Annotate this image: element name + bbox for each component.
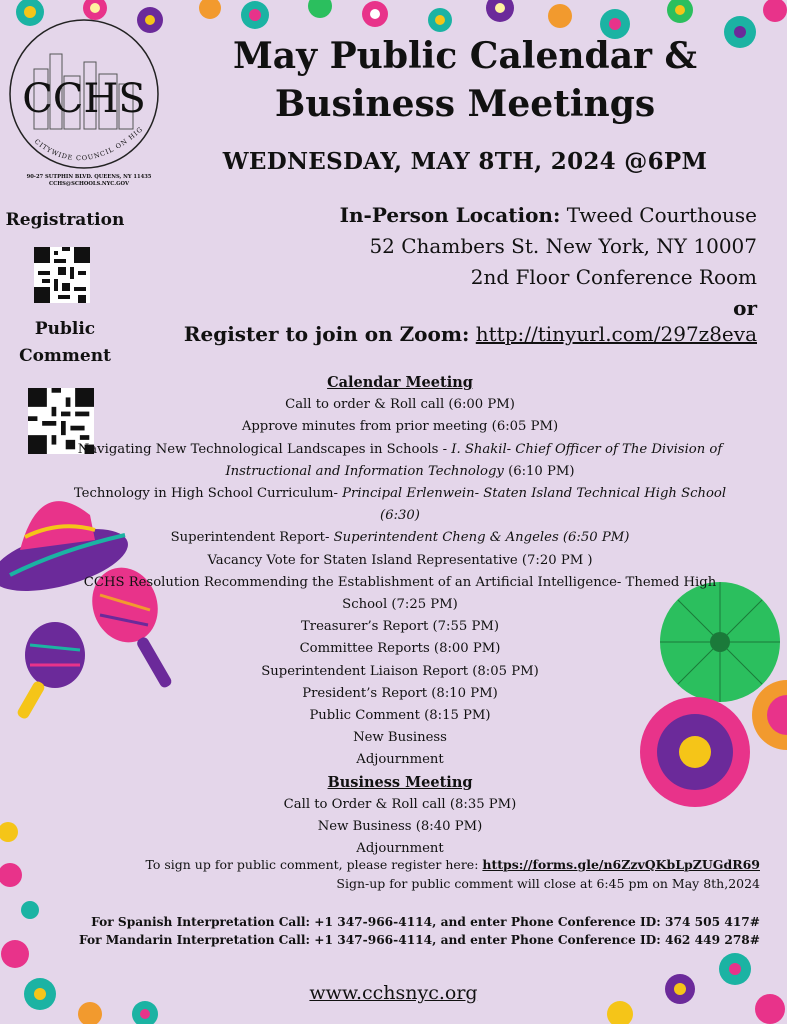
agenda-item: CCHS Resolution Recommending the Establishment of an Artificial Intelligence- Themed High — [83, 574, 717, 590]
location-block — [197, 200, 757, 324]
agenda-item: New Business (8:40 PM) — [317, 819, 483, 835]
agenda-item: Vacancy Vote for Staten Island Representative (7:20 PM ) — [207, 552, 593, 568]
signup-block — [90, 855, 760, 893]
cchs-logo — [4, 14, 164, 179]
agenda-item: Adjournment — [356, 841, 444, 857]
registration-qr[interactable] — [34, 247, 90, 303]
website-link[interactable]: www.cchsnyc.org — [309, 982, 478, 1004]
agenda-item-text: Navigating New Technological Landscapes in Schools - — [77, 441, 452, 457]
agenda-item-speaker: Instructional and Information Technology — [225, 463, 504, 479]
spanish-interpretation: For Spanish Interpretation Call: +1 347-966-4114, and enter Phone Conference ID: 374 505 417# — [91, 915, 760, 929]
public-label: Public — [34, 319, 96, 339]
agenda-item-speaker: I. Shakil- Chief Officer of The Division of — [451, 441, 723, 457]
agenda-item: Approve minutes from prior meeting (6:05 PM) — [241, 419, 559, 435]
signup-line-1 — [90, 855, 760, 874]
page-title — [150, 32, 780, 128]
flower-icon — [0, 820, 40, 920]
signup-link[interactable]: https://forms.gle/n6ZzvQKbLpZUGdR69 — [482, 857, 760, 872]
location-address: 52 Chambers St. New York, NY 10007 — [369, 234, 757, 258]
zoom-label: Register to join on Zoom: — [183, 322, 470, 346]
agenda-item-speaker: Principal Erlenwein- Staten Island Technical High School (6:30) — [342, 486, 727, 524]
agenda-item-text: Superintendent Report- — [170, 530, 334, 546]
flower-icon — [0, 914, 787, 1024]
location-room: 2nd Floor Conference Room — [470, 265, 757, 289]
agenda-item: Public Comment (8:15 PM) — [309, 708, 491, 724]
mandarin-interpretation: For Mandarin Interpretation Call: +1 347-966-4114, and enter Phone Conference ID: 462 449 278# — [79, 933, 760, 947]
agenda-item: School (7:25 PM) — [342, 597, 458, 613]
logo-arc-text: CITYWIDE COUNCIL ON HIG — [32, 125, 145, 163]
agenda-item-text: Technology in High School Curriculum- — [73, 486, 343, 502]
public-comment-label — [0, 316, 130, 370]
agenda — [73, 372, 727, 860]
agenda-item-time: (6:10 PM) — [503, 463, 575, 479]
agenda-item — [100, 527, 700, 549]
agenda-item: President’s Report (8:10 PM) — [302, 685, 498, 701]
title-line-2: Business Meetings — [274, 83, 656, 125]
agenda-item: Committee Reports (8:00 PM) — [299, 641, 501, 657]
logo-address-block — [4, 174, 174, 188]
signup-deadline: Sign-up for public comment will close at 6:45 pm on May 8th,2024 — [336, 876, 760, 891]
logo-address: 90-27 SUTPHIN BLVD. QUEENS, NY 11435 — [26, 174, 152, 180]
location-place: Tweed Courthouse — [566, 203, 757, 227]
agenda-item: Call to Order & Roll call (8:35 PM) — [283, 796, 517, 812]
agenda-item — [60, 483, 740, 527]
registration-label: Registration — [5, 210, 125, 230]
agenda-item: New Business — [353, 730, 447, 746]
meeting-date: WEDNESDAY, MAY 8TH, 2024 @6PM — [222, 148, 708, 175]
bottom-flower-border — [0, 914, 787, 1024]
location-label: In-Person Location: — [339, 203, 561, 227]
business-meeting-heading: Business Meeting — [327, 773, 473, 791]
logo-initials: CCHS — [22, 76, 146, 122]
zoom-line — [117, 322, 757, 346]
logo-email: CCHS@SCHOOLS.NYC.GOV — [49, 181, 129, 187]
qr-code-icon — [34, 247, 90, 303]
agenda-item: Call to order & Roll call (6:00 PM) — [285, 397, 515, 413]
calendar-meeting-heading: Calendar Meeting — [327, 374, 473, 391]
agenda-item: Adjournment — [356, 752, 444, 768]
zoom-link[interactable]: http://tinyurl.com/297z8eva — [475, 322, 757, 346]
agenda-item: Superintendent Liaison Report (8:05 PM) — [261, 663, 539, 679]
agenda-item — [100, 461, 700, 483]
location-or: or — [733, 296, 757, 320]
agenda-item: Treasurer’s Report (7:55 PM) — [301, 619, 499, 635]
title-line-1: May Public Calendar & — [232, 35, 698, 77]
location-line-1 — [197, 200, 757, 231]
left-flower-decoration — [0, 820, 40, 920]
signup-text: To sign up for public comment, please register here: — [145, 857, 483, 872]
agenda-item — [65, 439, 735, 461]
comment-label: Comment — [19, 346, 111, 366]
agenda-item-speaker: Superintendent Cheng & Angeles (6:50 PM) — [333, 530, 630, 546]
